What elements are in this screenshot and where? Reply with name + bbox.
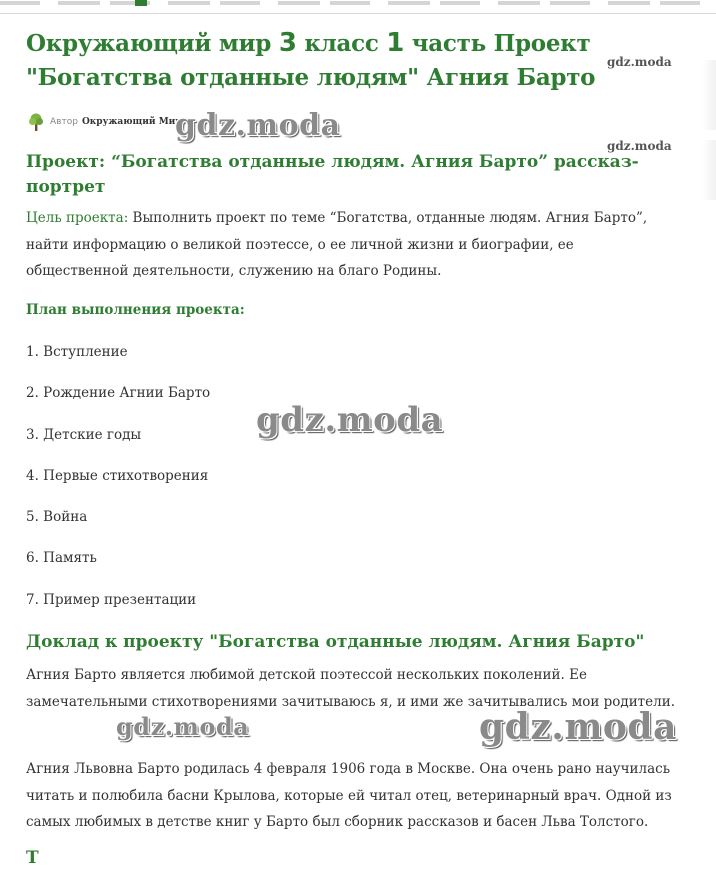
report-paragraph: Агния Львовна Барто родилась 4 февраля 1906 года в Москве. Она очень рано научилась читать и полюбила басни Крылова, которые ей читал отец, ветеринарный врач. Одной из самых любимых в детстве книг у Барто был сборник рассказов и басен Льва Толстого.: [26, 761, 672, 830]
plan-item: 3. Детские годы: [26, 426, 142, 443]
plan-item: 4. Первые стихотворения: [26, 467, 209, 484]
title-text: часть Проект "Богатства отданные людям" Агния Барто: [26, 30, 596, 91]
plan-item: 5. Война: [26, 509, 88, 526]
plan-item: 6. Память: [26, 550, 97, 567]
nav-icon[interactable]: [135, 0, 147, 6]
plan-item: 2. Рождение Агнии Барто: [26, 385, 211, 402]
page-title: [26, 26, 696, 95]
plan-list: [26, 340, 210, 629]
watermark: gdz.moda: [256, 400, 444, 440]
project-heading: Проект: “Богатства отданные людям. Агния Барто” рассказ-портрет: [26, 152, 639, 197]
sidebar-edge: [702, 60, 716, 130]
author-link[interactable]: Окружающий Мир: [81, 117, 182, 127]
goal-label: Цель проекта:: [26, 210, 129, 226]
next-heading-cutoff: Т: [26, 848, 39, 868]
watermark: gdz.moda: [116, 712, 250, 741]
title-part: 1: [386, 28, 405, 58]
sidebar-edge: [702, 140, 716, 200]
report-heading: Доклад к проекту "Богатства отданные людям. Агния Барто": [26, 632, 645, 652]
tree-icon: [26, 112, 46, 132]
nav-strip-cutoff: [0, 1, 700, 5]
project-goal: [26, 205, 676, 285]
author-label: Автор: [50, 117, 78, 127]
watermark: gdz.moda: [607, 55, 672, 69]
plan-heading: План выполнения проекта:: [26, 302, 245, 318]
watermark: gdz.moda: [607, 139, 672, 153]
watermark: gdz.moda: [175, 108, 341, 143]
top-nav-strip: [0, 0, 716, 14]
watermark: gdz.moda: [479, 706, 677, 748]
goal-text: Выполнить проект по теме “Богатства, отданные людям. Агния Барто”, найти информацию о великой поэтессе, о ее личной жизни и биографии, ее общественной деятельности, служению на благо Родины.: [26, 210, 648, 279]
plan-item: 7. Пример презентации: [26, 591, 197, 608]
title-text: Окружающий мир: [26, 30, 279, 57]
title-text: класс: [296, 30, 387, 57]
title-grade: 3: [278, 28, 297, 58]
report-paragraph: Агния Барто является любимой детской поэтессой нескольких поколений. Ее замечательными стихотворениями зачитываюсь я, и ими же зачитывались мои родители.: [26, 667, 676, 710]
author-row: [26, 112, 182, 132]
plan-item: 1. Вступление: [26, 344, 128, 360]
